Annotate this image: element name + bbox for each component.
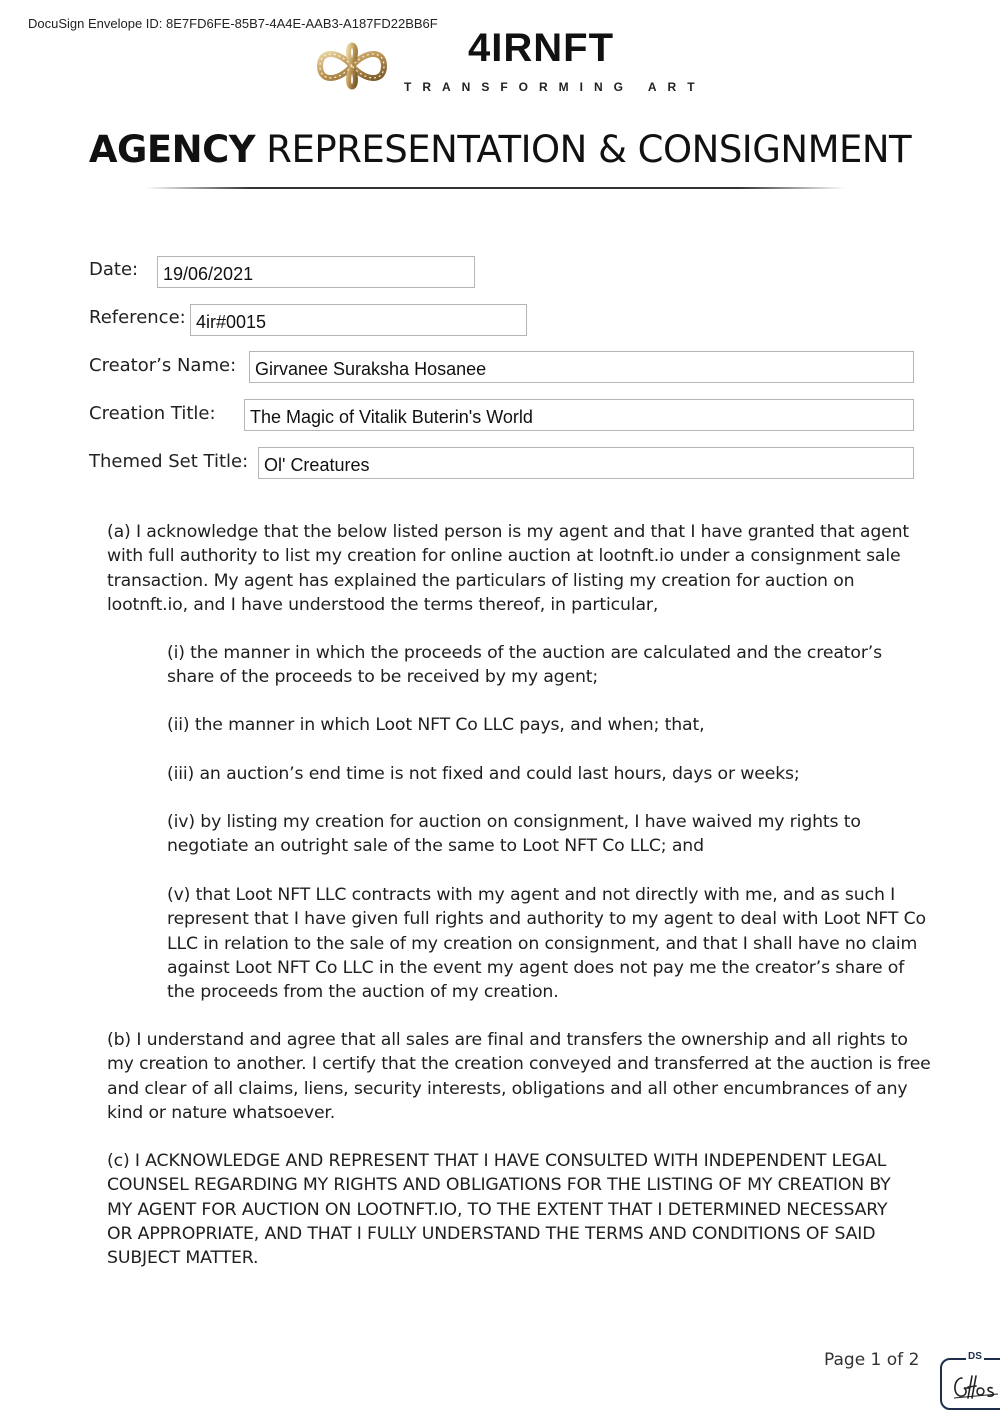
title-bold: AGENCY	[88, 128, 256, 171]
clause-iii: (iii) an auction’s end time is not fixed and could last hours, days or weeks;	[167, 764, 800, 784]
themed-set-title-field[interactable]: Ol' Creatures	[258, 447, 914, 479]
creator-name-label: Creator’s Name:	[89, 355, 237, 376]
brand-name: 4IRNFT	[468, 26, 614, 70]
clause-c: (c) I ACKNOWLEDGE AND REPRESENT THAT I HAVE CONSULTED WITH INDEPENDENT LEGAL COUNSEL REGARDING MY RIGHTS AND OBLIGATIONS FOR THE LISTING OF MY CREATION BY MY AGENT FOR AUCTION ON LOOTNFT.IO, TO THE EXTENT THAT I DETERMINED NECESSARY OR APPROPRIATE, AND THAT I FULLY UNDERSTAND THE TERMS AND CONDITIONS OF SAID SUBJECT MATTER.	[107, 1151, 891, 1269]
handwritten-initials-icon	[950, 1370, 1000, 1404]
reference-label: Reference:	[89, 307, 186, 328]
title-rest: REPRESENTATION & CONSIGNMENT	[266, 128, 912, 171]
clause-b: (b) I understand and agree that all sales are final and transfers the ownership and all rights to my creation to another. I certify that the creation conveyed and transferred at the auction is free and clear of all claims, liens, security interests, obligations and all other encumbrances of any kind or nature whatsoever.	[107, 1030, 931, 1123]
document-title	[0, 128, 1000, 171]
initials-box[interactable]	[940, 1351, 1000, 1410]
brand-tagline: TRANSFORMING ART	[404, 80, 706, 94]
ds-tag: DS	[968, 1351, 982, 1362]
title-divider	[145, 187, 845, 189]
themed-set-title-label: Themed Set Title:	[89, 451, 249, 472]
date-label: Date:	[89, 259, 139, 280]
date-field[interactable]: 19/06/2021	[157, 256, 475, 288]
clause-i: (i) the manner in which the proceeds of the auction are calculated and the creator’s share of the proceeds to be received by my agent;	[167, 643, 882, 688]
clause-v: (v) that Loot NFT LLC contracts with my agent and not directly with me, and as such I represent that I have given full rights and authority to my agent to deal with Loot NFT Co LLC in relation to the sale of my creation on consignment, and that I shall have no claim against Loot NFT Co LLC in the event my agent does not pay me the creator’s share of the proceeds from the auction of my creation.	[167, 885, 926, 1003]
clause-a: (a) I acknowledge that the below listed person is my agent and that I have granted that agent with full authority to list my creation for online auction at lootnft.io under a consignment sale transaction. My agent has explained the particulars of listing my creation for auction on lootnft.io, and I have understood the terms thereof, in particular,	[107, 522, 910, 615]
clause-iv: (iv) by listing my creation for auction on consignment, I have waived my rights to negotiate an outright sale of the same to Loot NFT Co LLC; and	[167, 812, 861, 857]
page-number: Page 1 of 2	[824, 1350, 920, 1370]
docusign-envelope-id: DocuSign Envelope ID: 8E7FD6FE-85B7-4A4E-AAB3-A187FD22BB6F	[28, 16, 438, 31]
creator-name-field[interactable]: Girvanee Suraksha Hosanee	[249, 351, 914, 383]
creation-title-field[interactable]: The Magic of Vitalik Buterin's World	[244, 399, 914, 431]
clause-ii: (ii) the manner in which Loot NFT Co LLC pays, and when; that,	[167, 715, 705, 735]
creation-title-label: Creation Title:	[89, 403, 216, 424]
infinity-knot-icon	[310, 30, 394, 102]
reference-field[interactable]: 4ir#0015	[190, 304, 527, 336]
